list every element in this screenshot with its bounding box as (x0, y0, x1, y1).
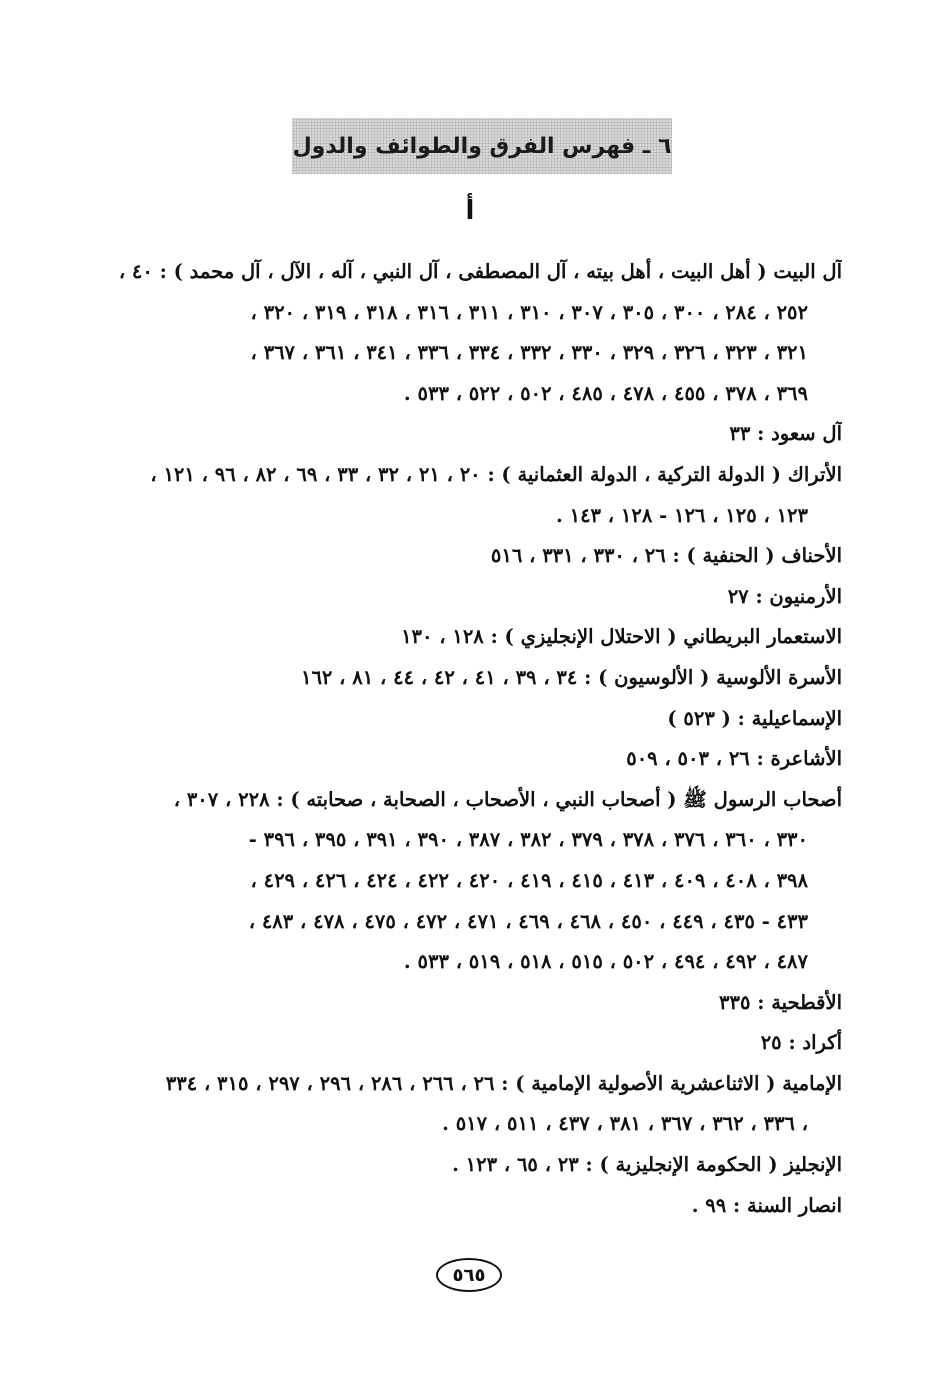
index-line: ٣٦٩ ، ٣٧٨ ، ٤٥٥ ، ٤٧٨ ، ٤٨٥ ، ٥٠٢ ، ٥٢٢ ، ٥٣٣ . (403, 381, 808, 405)
index-line: ، ٣٣٦ ، ٣٦٢ ، ٣٦٧ ، ٣٨١ ، ٤٣٧ ، ٥١١ ، ٥١٧ . (442, 1112, 808, 1136)
index-line: الأرمنيون : ٢٧ (727, 584, 842, 608)
index-line: الأسرة الألوسية ( الألوسيون ) : ٣٤ ، ٣٩ ، ٤١ ، ٤٢ ، ٤٤ ، ٨١ ، ١٦٢ (300, 665, 842, 689)
index-line: آل البيت ( أهل البيت ، أهل بيته ، آل المصطفى ، آل النبي ، آله ، الآل ، آل محمد ) : ٤٠ ، (118, 260, 842, 283)
index-line: ٣٩٨ ، ٤٠٨ ، ٤٠٩ ، ٤١٣ ، ٤١٥ ، ٤١٩ ، ٤٢٠ ، ٤٢٢ ، ٤٢٤ ، ٤٢٦ ، ٤٢٩ ، (250, 868, 808, 892)
index-line: الاستعمار البريطاني ( الاحتلال الإنجليزي ) : ١٢٨ ، ١٣٠ (401, 625, 842, 649)
index-line: ١٢٣ ، ١٢٥ ، ١٢٦ - ١٢٨ ، ١٤٣ . (556, 503, 808, 527)
index-line: الإمامية ( الاثناعشرية الأصولية الإمامية ) : ٢٦ ، ٢٦٦ ، ٢٨٦ ، ٢٩٦ ، ٢٩٧ ، ٣١٥ ، ٣٣٤ (165, 1071, 842, 1095)
index-line: الإسماعيلية : ( ٥٢٣ ) (667, 706, 842, 730)
index-line: انصار السنة : ٩٩ . (691, 1193, 842, 1217)
index-line: الأشاعرة : ٢٦ ، ٥٠٣ ، ٥٠٩ (626, 747, 842, 771)
index-line: الأقطحية : ٣٣٥ (719, 990, 842, 1014)
index-line: الأتراك ( الدولة التركية ، الدولة العثمانية ) : ٢٠ ، ٢١ ، ٣٢ ، ٣٣ ، ٦٩ ، ٨٢ ، ٩٦ ، ١٢١ ، (150, 462, 842, 486)
page-title: ٦ ـ فهرس الفرق والطوائف والدول (292, 133, 672, 159)
index-line: الإنجليز ( الحكومة الإنجليزية ) : ٢٣ ، ٦٥ ، ١٢٣ . (452, 1153, 842, 1177)
index-line: الأحناف ( الحنفية ) : ٢٦ ، ٣٣٠ ، ٣٣١ ، ٥١٦ (490, 544, 842, 568)
page-number (436, 1258, 502, 1292)
index-line: ٣٢١ ، ٣٢٣ ، ٣٢٦ ، ٣٢٩ ، ٣٣٠ ، ٣٣٢ ، ٣٣٤ ، ٣٣٦ ، ٣٤١ ، ٣٦١ ، ٣٦٧ ، (250, 341, 808, 365)
title-banner (292, 118, 672, 174)
index-line: ٤٨٧ ، ٤٩٢ ، ٤٩٤ ، ٥٠٢ ، ٥١٥ ، ٥١٨ ، ٥١٩ ، ٥٣٣ . (403, 950, 808, 974)
index-entries (100, 252, 842, 1226)
index-line: ٣٣٠ ، ٣٦٠ ، ٣٧٦ ، ٣٧٨ ، ٣٧٩ ، ٣٨٢ ، ٣٨٧ ، ٣٩٠ ، ٣٩١ ، ٣٩٥ ، ٣٩٦ - (248, 828, 808, 852)
index-line: أكراد : ٢٥ (760, 1031, 842, 1055)
section-letter: أ (465, 196, 475, 226)
page-number-text: ٥٦٥ (452, 1264, 486, 1286)
index-line: أصحاب الرسول ﷺ ( أصحاب النبي ، الأصحاب ، الصحابة ، صحابته ) : ٢٢٨ ، ٣٠٧ ، (173, 787, 842, 811)
index-line: آل سعود : ٣٣ (729, 422, 842, 446)
index-line: ٢٥٢ ، ٢٨٤ ، ٣٠٠ ، ٣٠٥ ، ٣٠٧ ، ٣١٠ ، ٣١١ ، ٣١٦ ، ٣١٨ ، ٣١٩ ، ٣٢٠ ، (250, 300, 808, 324)
index-line: ٤٣٣ - ٤٣٥ ، ٤٤٩ ، ٤٥٠ ، ٤٦٨ ، ٤٦٩ ، ٤٧١ ، ٤٧٢ ، ٤٧٥ ، ٤٧٨ ، ٤٨٣ ، (248, 909, 808, 933)
